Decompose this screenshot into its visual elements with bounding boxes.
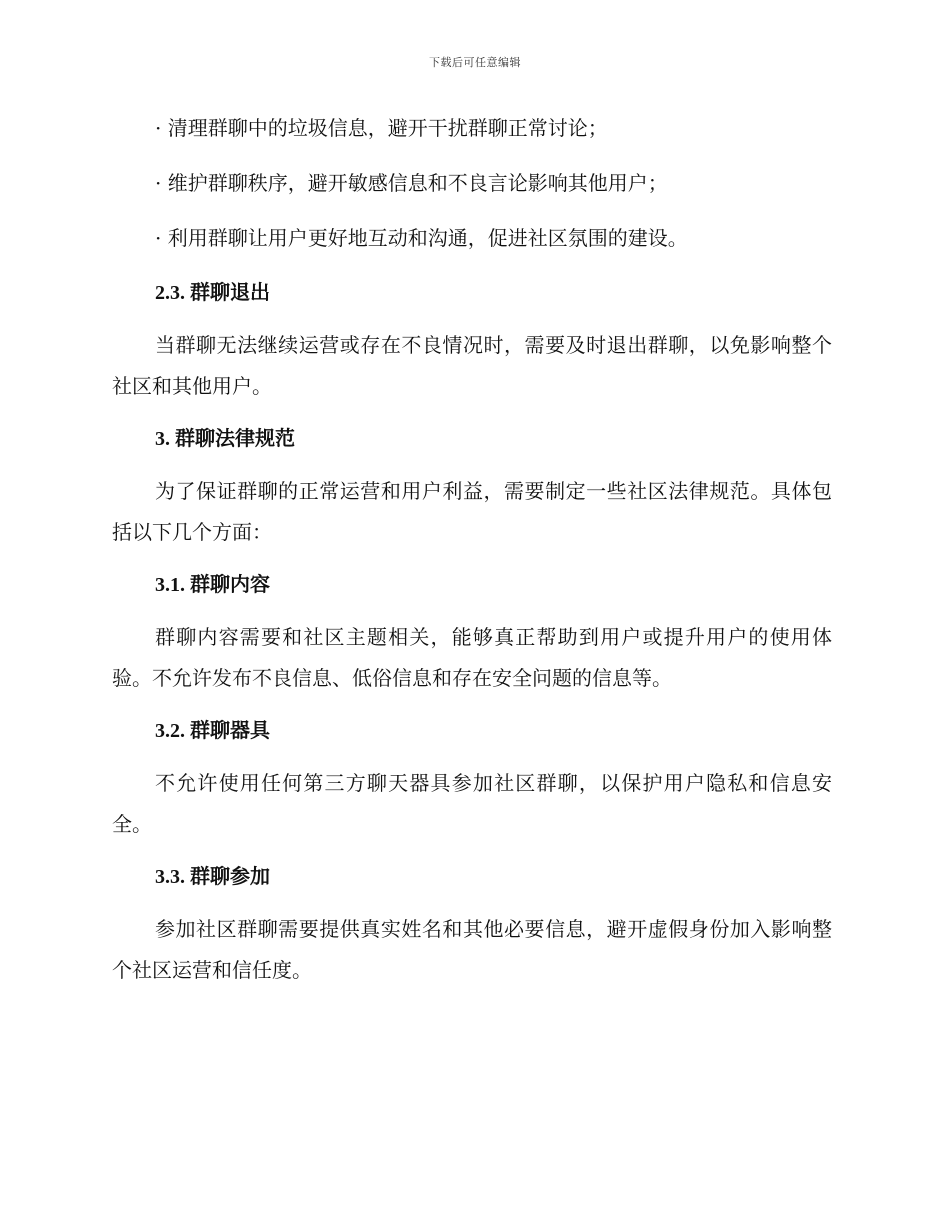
section-heading: 3. 群聊法律规范 (155, 428, 295, 450)
section-heading: 3.3. 群聊参加 (155, 866, 270, 888)
section-paragraph: 参加社区群聊需要提供真实姓名和其他必要信息，避开虚假身份加入影响整个社区运营和信任度。 (112, 917, 832, 982)
bullet-item: · 利用群聊让用户更好地互动和沟通，促进社区氛围的建设。 (155, 226, 688, 250)
section-paragraph: 不允许使用任何第三方聊天器具参加社区群聊，以保护用户隐私和信息安全。 (112, 771, 832, 836)
section-heading: 3.2. 群聊器具 (155, 720, 270, 742)
page-header: 下载后可任意编辑 (429, 56, 521, 69)
bullet-item: · 清理群聊中的垃圾信息，避开干扰群聊正常讨论； (155, 116, 608, 140)
section-paragraph: 当群聊无法继续运营或存在不良情况时，需要及时退出群聊，以免影响整个社区和其他用户。 (112, 333, 832, 398)
bullet-item: · 维护群聊秩序，避开敏感信息和不良言论影响其他用户； (155, 171, 668, 195)
section-heading: 3.1. 群聊内容 (155, 574, 270, 596)
section-heading: 2.3. 群聊退出 (155, 282, 270, 304)
section-paragraph: 为了保证群聊的正常运营和用户利益，需要制定一些社区法律规范。具体包括以下几个方面： (112, 479, 832, 544)
document-body (112, 108, 832, 1003)
section-paragraph: 群聊内容需要和社区主题相关，能够真正帮助到用户或提升用户的使用体验。不允许发布不良信息、低俗信息和存在安全问题的信息等。 (112, 625, 832, 690)
